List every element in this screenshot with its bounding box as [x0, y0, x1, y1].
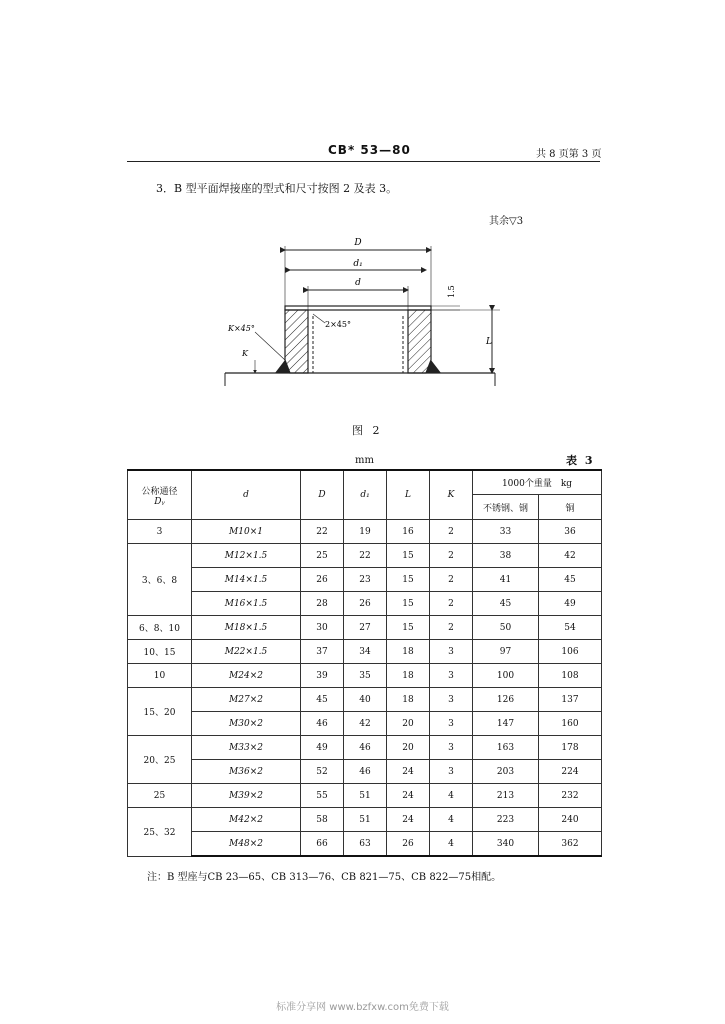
header-D: D — [301, 470, 344, 520]
label-inner-chamfer: 2×45° — [325, 320, 351, 329]
intro-text: 3．B 型平面焊接座的型式和尺寸按图 2 及表 3。 — [156, 182, 398, 195]
table-row: M36×2 52 46 24 3 203 224 — [128, 760, 602, 784]
table-row: 3 M10×1 22 19 16 2 33 36 — [128, 520, 602, 544]
table-row: 25、32 M42×2 58 51 24 4 223 240 — [128, 808, 602, 832]
header-L: L — [387, 470, 430, 520]
table-row: 6、8、10 M18×1.5 30 27 15 2 50 54 — [128, 616, 602, 640]
right-wall — [408, 310, 431, 373]
surface-roughness-note: 其余▽3 — [489, 216, 524, 227]
table-row: 25 M39×2 55 51 24 4 213 232 — [128, 784, 602, 808]
header-rule — [127, 161, 600, 162]
table-row: M16×1.5 28 26 15 2 45 49 — [128, 592, 602, 616]
figure-caption: 图 2 — [352, 424, 383, 437]
table-label: 表 3 — [566, 454, 595, 467]
header-d: d — [192, 470, 301, 520]
header-dn: 公称通径 Dᵧ — [128, 470, 192, 520]
table-row: M30×2 46 42 20 3 147 160 — [128, 712, 602, 736]
left-wall — [285, 310, 308, 373]
dim-d1: d₁ — [353, 259, 363, 269]
table-row: M48×2 66 63 26 4 340 362 — [128, 832, 602, 857]
label-outer-chamfer: K×45° — [228, 324, 255, 333]
table-row: 3、6、8 M12×1.5 25 22 15 2 38 42 — [128, 544, 602, 568]
table-unit: mm — [355, 455, 374, 466]
table-row: 10、15 M22×1.5 37 34 18 3 97 106 — [128, 640, 602, 664]
top-flange — [285, 306, 431, 310]
footer-watermark: 标准分享网 www.bzfxw.com免费下载 — [276, 1002, 449, 1013]
dimension-table — [127, 469, 602, 857]
dim-d: d — [355, 278, 361, 288]
header-K: K — [430, 470, 473, 520]
table-row: 10 M24×2 39 35 18 3 100 108 — [128, 664, 602, 688]
page-indicator: 共 8 页第 3 页 — [536, 149, 602, 160]
dim-D: D — [354, 238, 362, 248]
table-row: 20、25 M33×2 49 46 20 3 163 178 — [128, 736, 602, 760]
dim-L: L — [486, 337, 492, 347]
dim-thickness: 1.5 — [447, 285, 456, 298]
standard-number: CB* 53—80 — [328, 143, 411, 157]
header-d1: d₁ — [344, 470, 387, 520]
header-weight: 1000个重量 kg — [473, 470, 602, 495]
header-copper: 铜 — [539, 495, 602, 520]
table-row: M14×1.5 26 23 15 2 41 45 — [128, 568, 602, 592]
header-steel: 不锈钢、钢 — [473, 495, 539, 520]
figure-2-drawing — [210, 228, 510, 393]
dim-K: K — [242, 349, 248, 358]
table-row: 15、20 M27×2 45 40 18 3 126 137 — [128, 688, 602, 712]
table-note: 注：B 型座与CB 23—65、CB 313—76、CB 821—75、CB 822—75相配。 — [147, 872, 502, 883]
